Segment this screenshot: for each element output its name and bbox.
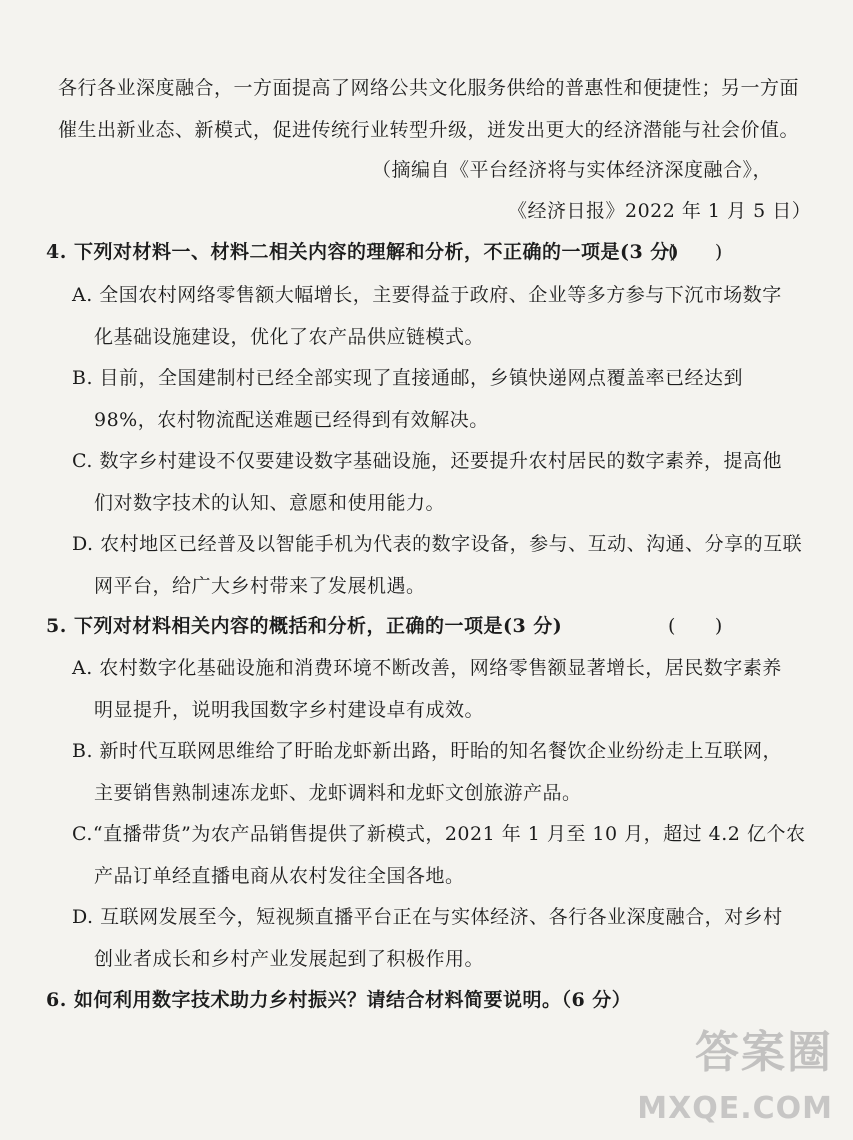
question-5-option-d-line-1: D. 互联网发展至今，短视频直播平台正在与实体经济、各行各业深度融合，对乡村 <box>72 906 783 928</box>
watermark-url: MXQE.COM <box>637 1091 833 1126</box>
question-5-stem: 5. 下列对材料相关内容的概括和分析，正确的一项是(3 分) <box>46 615 563 637</box>
question-5-answer-blank[interactable]: ( ) <box>668 615 723 637</box>
question-5-option-d-line-2: 创业者成长和乡村产业发展起到了积极作用。 <box>94 948 485 970</box>
question-4-option-c-line-1: C. 数字乡村建设不仅要建设数字基础设施，还要提升农村居民的数字素养，提高他 <box>72 450 782 472</box>
question-4-option-c-line-2: 们对数字技术的认知、意愿和使用能力。 <box>94 492 446 514</box>
question-4-option-a-line-2: 化基础设施建设，优化了农产品供应链模式。 <box>94 326 485 348</box>
question-4-option-d-line-1: D. 农村地区已经普及以智能手机为代表的数字设备，参与、互动、沟通、分享的互联 <box>72 533 803 555</box>
question-4-option-d-line-2: 网平台，给广大乡村带来了发展机遇。 <box>94 575 426 597</box>
question-5-option-b-line-2: 主要销售熟制速冻龙虾、龙虾调料和龙虾文创旅游产品。 <box>94 782 582 804</box>
question-5-option-a-line-2: 明显提升，说明我国数字乡村建设卓有成效。 <box>94 699 485 721</box>
question-5-option-b-line-1: B. 新时代互联网思维给了盱眙龙虾新出路，盱眙的知名餐饮企业纷纷走上互联网， <box>72 740 783 762</box>
question-5-option-c-line-2: 产品订单经直播电商从农村发往全国各地。 <box>94 865 465 887</box>
question-4-option-b-line-1: B. 目前，全国建制村已经全部实现了直接通邮，乡镇快递网点覆盖率已经达到 <box>72 367 744 389</box>
question-4-option-a-line-1: A. 全国农村网络零售额大幅增长，主要得益于政府、企业等多方参与下沉市场数字 <box>72 284 782 306</box>
passage-source-1: （摘编自《平台经济将与实体经济深度融合》， <box>372 159 773 181</box>
question-4-stem: 4. 下列对材料一、材料二相关内容的理解和分析，不正确的一项是(3 分) <box>46 241 680 263</box>
question-5-option-a-line-1: A. 农村数字化基础设施和消费环境不断改善，网络零售额显著增长，居民数字素养 <box>72 657 782 679</box>
passage-line-1: 各行各业深度融合，一方面提高了网络公共文化服务供给的普惠性和便捷性；另一方面 <box>58 77 800 99</box>
question-5-option-c-line-1: C.“直播带货”为农产品销售提供了新模式，2021 年 1 月至 10 月，超过 4.2 亿个农 <box>72 823 806 845</box>
question-4-option-b-line-2: 98%，农村物流配送难题已经得到有效解决。 <box>94 409 489 431</box>
passage-source-2: 《经济日报》2022 年 1 月 5 日） <box>508 200 812 222</box>
passage-line-2: 催生出新业态、新模式，促进传统行业转型升级，迸发出更大的经济潜能与社会价值。 <box>58 119 800 141</box>
question-6-stem: 6. 如何利用数字技术助力乡村振兴？请结合材料简要说明。（6 分） <box>46 989 632 1011</box>
question-4-answer-blank[interactable]: ( ) <box>668 241 723 263</box>
watermark <box>637 1016 833 1126</box>
watermark-logo: 答案圈 <box>695 1027 833 1078</box>
